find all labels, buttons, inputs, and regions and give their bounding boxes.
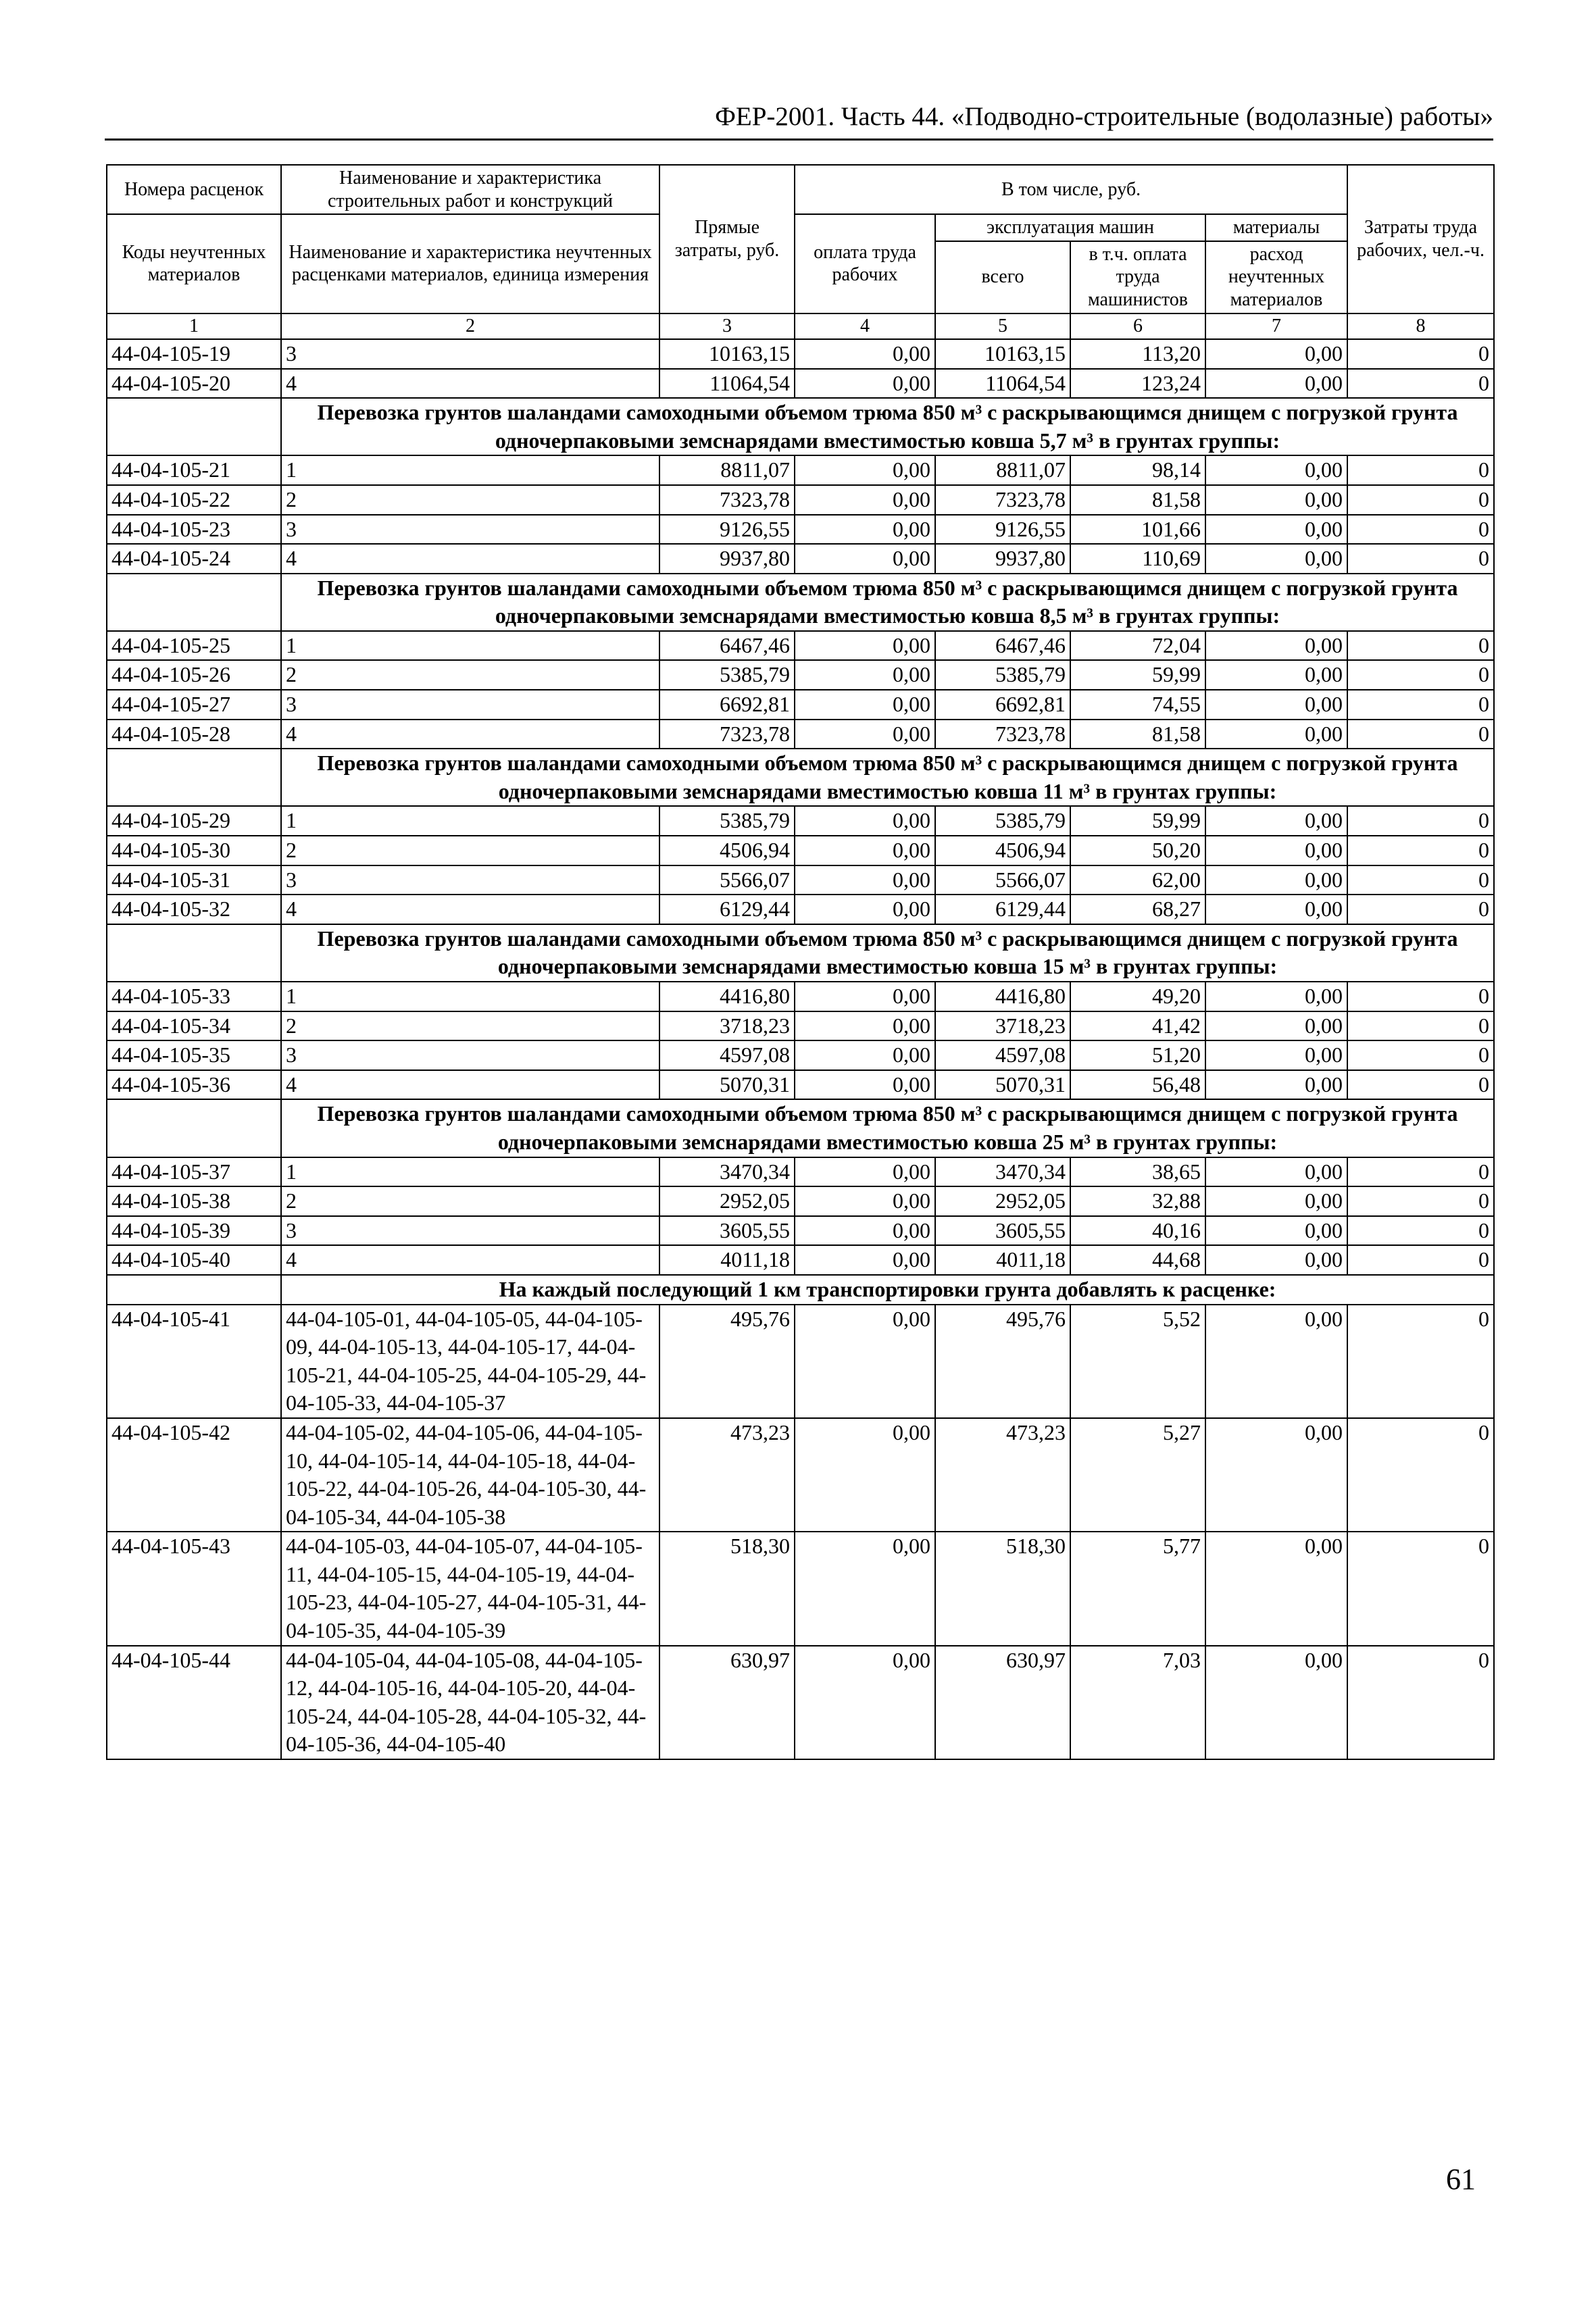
machinist-pay-cell: 32,88 [1070,1186,1205,1216]
materials-cost-cell: 0,00 [1205,1418,1347,1532]
rate-code-cell: 44-04-105-28 [107,720,281,749]
rate-code-cell: 44-04-105-19 [107,339,281,369]
machine-total-cell: 3605,55 [935,1216,1070,1246]
worker-pay-cell: 0,00 [795,720,935,749]
rate-code-cell: 44-04-105-20 [107,369,281,399]
materials-cost-cell: 0,00 [1205,1070,1347,1100]
machinist-pay-cell: 51,20 [1070,1040,1205,1070]
rate-code-cell: 44-04-105-42 [107,1418,281,1532]
machinist-pay-cell: 50,20 [1070,836,1205,865]
machine-total-cell: 10163,15 [935,339,1070,369]
worker-pay-cell: 0,00 [795,544,935,574]
rate-code-cell: 44-04-105-34 [107,1011,281,1041]
section-header-row [107,1275,1494,1305]
direct-costs-cell: 6467,46 [659,631,795,661]
rate-code-cell: 44-04-105-24 [107,544,281,574]
col-number: 6 [1070,313,1205,339]
direct-costs-cell: 5566,07 [659,865,795,895]
labor-costs-cell: 0 [1347,836,1494,865]
direct-costs-cell: 4506,94 [659,836,795,865]
header-including: В том числе, руб. [795,165,1347,214]
worker-pay-cell: 0,00 [795,1186,935,1216]
direct-costs-cell: 10163,15 [659,339,795,369]
worker-pay-cell: 0,00 [795,660,935,690]
table-row [107,1157,1494,1187]
labor-costs-cell: 0 [1347,1070,1494,1100]
labor-costs-cell: 0 [1347,1011,1494,1041]
table-row [107,690,1494,720]
machinist-pay-cell: 98,14 [1070,455,1205,485]
rate-name-cell: 3 [281,690,659,720]
worker-pay-cell: 0,00 [795,1040,935,1070]
machine-total-cell: 473,23 [935,1418,1070,1532]
worker-pay-cell: 0,00 [795,806,935,836]
machine-total-cell: 11064,54 [935,369,1070,399]
rate-name-cell: 1 [281,455,659,485]
rate-code-cell: 44-04-105-25 [107,631,281,661]
rate-code-cell: 44-04-105-30 [107,836,281,865]
table-row [107,660,1494,690]
labor-costs-cell: 0 [1347,720,1494,749]
table-body [107,339,1494,1759]
table-row [107,515,1494,545]
materials-cost-cell: 0,00 [1205,1305,1347,1418]
machine-total-cell: 4506,94 [935,836,1070,865]
direct-costs-cell: 6129,44 [659,895,795,924]
table-row [107,836,1494,865]
machinist-pay-cell: 5,52 [1070,1305,1205,1418]
labor-costs-cell: 0 [1347,455,1494,485]
machine-total-cell: 6692,81 [935,690,1070,720]
header-direct-costs: Прямые затраты, руб. [659,165,795,313]
materials-cost-cell: 0,00 [1205,1186,1347,1216]
direct-costs-cell: 630,97 [659,1646,795,1759]
rate-name-cell: 3 [281,1040,659,1070]
labor-costs-cell: 0 [1347,515,1494,545]
table-row [107,865,1494,895]
materials-cost-cell: 0,00 [1205,1245,1347,1275]
materials-cost-cell: 0,00 [1205,895,1347,924]
direct-costs-cell: 7323,78 [659,720,795,749]
section-code-cell [107,1099,281,1157]
machine-total-cell: 630,97 [935,1646,1070,1759]
rate-name-cell: 2 [281,660,659,690]
materials-cost-cell: 0,00 [1205,806,1347,836]
rate-name-cell: 44-04-105-03, 44-04-105-07, 44-04-105-11, 44-04-105-15, 44-04-105-19, 44-04-105-23, 44-04-105-27, 44-04-105-31, 44-04-105-35, 44-04-105-39 [281,1532,659,1645]
direct-costs-cell: 5070,31 [659,1070,795,1100]
table-row [107,631,1494,661]
worker-pay-cell: 0,00 [795,1245,935,1275]
machinist-pay-cell: 59,99 [1070,660,1205,690]
materials-cost-cell: 0,00 [1205,720,1347,749]
direct-costs-cell: 5385,79 [659,806,795,836]
machine-total-cell: 4597,08 [935,1040,1070,1070]
section-title: Перевозка грунтов шаландами самоходными объемом трюма 850 м³ с раскрывающимся днищем с погрузкой грунта одночерпаковыми земснарядами вместимостью ковша 8,5 м³ в грунтах группы: [281,574,1494,631]
header-machine-operation: эксплуатация машин [935,214,1205,241]
materials-cost-cell: 0,00 [1205,369,1347,399]
rate-name-cell: 1 [281,631,659,661]
machinist-pay-cell: 72,04 [1070,631,1205,661]
materials-cost-cell: 0,00 [1205,1157,1347,1187]
machinist-pay-cell: 41,42 [1070,1011,1205,1041]
section-header-row [107,749,1494,806]
materials-cost-cell: 0,00 [1205,1532,1347,1645]
rates-table [106,164,1495,1760]
direct-costs-cell: 2952,05 [659,1186,795,1216]
materials-cost-cell: 0,00 [1205,660,1347,690]
rate-name-cell: 4 [281,720,659,749]
header-rates-numbers: Номера расценок [107,165,281,214]
materials-cost-cell: 0,00 [1205,690,1347,720]
table-row [107,339,1494,369]
worker-pay-cell: 0,00 [795,836,935,865]
worker-pay-cell: 0,00 [795,455,935,485]
machinist-pay-cell: 81,58 [1070,485,1205,515]
materials-cost-cell: 0,00 [1205,836,1347,865]
section-code-cell [107,1275,281,1305]
rate-name-cell: 4 [281,895,659,924]
section-header-row [107,924,1494,982]
section-title: Перевозка грунтов шаландами самоходными объемом трюма 850 м³ с раскрывающимся днищем с погрузкой грунта одночерпаковыми земснарядами вместимостью ковша 5,7 м³ в грунтах группы: [281,398,1494,455]
machine-total-cell: 518,30 [935,1532,1070,1645]
section-code-cell [107,749,281,806]
machinist-pay-cell: 40,16 [1070,1216,1205,1246]
labor-costs-cell: 0 [1347,1216,1494,1246]
worker-pay-cell: 0,00 [795,865,935,895]
direct-costs-cell: 3605,55 [659,1216,795,1246]
col-number: 4 [795,313,935,339]
labor-costs-cell: 0 [1347,1646,1494,1759]
worker-pay-cell: 0,00 [795,1157,935,1187]
worker-pay-cell: 0,00 [795,631,935,661]
rate-name-cell: 2 [281,1186,659,1216]
machinist-pay-cell: 68,27 [1070,895,1205,924]
machinist-pay-cell: 62,00 [1070,865,1205,895]
labor-costs-cell: 0 [1347,982,1494,1011]
table-row [107,1418,1494,1532]
labor-costs-cell: 0 [1347,1157,1494,1187]
machine-total-cell: 5385,79 [935,660,1070,690]
rate-name-cell: 44-04-105-02, 44-04-105-06, 44-04-105-10, 44-04-105-14, 44-04-105-18, 44-04-105-22, 44-04-105-26, 44-04-105-30, 44-04-105-34, 44-04-105-38 [281,1418,659,1532]
machinist-pay-cell: 81,58 [1070,720,1205,749]
machinist-pay-cell: 101,66 [1070,515,1205,545]
machinist-pay-cell: 74,55 [1070,690,1205,720]
worker-pay-cell: 0,00 [795,690,935,720]
machinist-pay-cell: 49,20 [1070,982,1205,1011]
table-row [107,895,1494,924]
worker-pay-cell: 0,00 [795,339,935,369]
machinist-pay-cell: 7,03 [1070,1646,1205,1759]
labor-costs-cell: 0 [1347,1245,1494,1275]
rate-code-cell: 44-04-105-33 [107,982,281,1011]
machinist-pay-cell: 56,48 [1070,1070,1205,1100]
direct-costs-cell: 4011,18 [659,1245,795,1275]
materials-cost-cell: 0,00 [1205,1011,1347,1041]
direct-costs-cell: 3718,23 [659,1011,795,1041]
labor-costs-cell: 0 [1347,690,1494,720]
machine-total-cell: 2952,05 [935,1186,1070,1216]
worker-pay-cell: 0,00 [795,1532,935,1645]
direct-costs-cell: 9126,55 [659,515,795,545]
machine-total-cell: 9126,55 [935,515,1070,545]
section-header-row [107,1099,1494,1157]
direct-costs-cell: 5385,79 [659,660,795,690]
table-row [107,1186,1494,1216]
labor-costs-cell: 0 [1347,631,1494,661]
direct-costs-cell: 3470,34 [659,1157,795,1187]
table-row [107,544,1494,574]
col-number: 1 [107,313,281,339]
rate-code-cell: 44-04-105-21 [107,455,281,485]
rate-code-cell: 44-04-105-23 [107,515,281,545]
direct-costs-cell: 4597,08 [659,1040,795,1070]
page-number: 61 [1446,2163,1476,2196]
rate-name-cell: 44-04-105-04, 44-04-105-08, 44-04-105-12, 44-04-105-16, 44-04-105-20, 44-04-105-24, 44-04-105-28, 44-04-105-32, 44-04-105-36, 44-04-105-40 [281,1646,659,1759]
rate-code-cell: 44-04-105-29 [107,806,281,836]
table-row [107,1070,1494,1100]
machine-total-cell: 5566,07 [935,865,1070,895]
table-row [107,982,1494,1011]
rate-name-cell: 1 [281,1157,659,1187]
col-number: 8 [1347,313,1494,339]
labor-costs-cell: 0 [1347,1532,1494,1645]
labor-costs-cell: 0 [1347,660,1494,690]
rate-code-cell: 44-04-105-43 [107,1532,281,1645]
table-row [107,1216,1494,1246]
worker-pay-cell: 0,00 [795,1216,935,1246]
worker-pay-cell: 0,00 [795,895,935,924]
materials-cost-cell: 0,00 [1205,544,1347,574]
rate-name-cell: 4 [281,1245,659,1275]
labor-costs-cell: 0 [1347,369,1494,399]
materials-cost-cell: 0,00 [1205,485,1347,515]
materials-cost-cell: 0,00 [1205,631,1347,661]
table-row [107,485,1494,515]
labor-costs-cell: 0 [1347,865,1494,895]
header-total: всего [935,241,1070,313]
materials-cost-cell: 0,00 [1205,1040,1347,1070]
machine-total-cell: 7323,78 [935,720,1070,749]
rate-name-cell: 3 [281,339,659,369]
worker-pay-cell: 0,00 [795,982,935,1011]
table-row [107,806,1494,836]
machinist-pay-cell: 113,20 [1070,339,1205,369]
table-row [107,1305,1494,1418]
rate-name-cell: 3 [281,1216,659,1246]
section-header-row [107,398,1494,455]
machinist-pay-cell: 5,77 [1070,1532,1205,1645]
rate-code-cell: 44-04-105-31 [107,865,281,895]
rate-code-cell: 44-04-105-37 [107,1157,281,1187]
labor-costs-cell: 0 [1347,895,1494,924]
worker-pay-cell: 0,00 [795,1070,935,1100]
table-row [107,1040,1494,1070]
section-header-row [107,574,1494,631]
worker-pay-cell: 0,00 [795,1305,935,1418]
worker-pay-cell: 0,00 [795,515,935,545]
labor-costs-cell: 0 [1347,1040,1494,1070]
machine-total-cell: 5070,31 [935,1070,1070,1100]
labor-costs-cell: 0 [1347,1305,1494,1418]
labor-costs-cell: 0 [1347,339,1494,369]
col-number: 2 [281,313,659,339]
rate-code-cell: 44-04-105-44 [107,1646,281,1759]
section-title: Перевозка грунтов шаландами самоходными объемом трюма 850 м³ с раскрывающимся днищем с погрузкой грунта одночерпаковыми земснарядами вместимостью ковша 11 м³ в грунтах группы: [281,749,1494,806]
machinist-pay-cell: 38,65 [1070,1157,1205,1187]
section-title: Перевозка грунтов шаландами самоходными объемом трюма 850 м³ с раскрывающимся днищем с погрузкой грунта одночерпаковыми земснарядами вместимостью ковша 25 м³ в грунтах группы: [281,1099,1494,1157]
machine-total-cell: 6129,44 [935,895,1070,924]
rate-code-cell: 44-04-105-36 [107,1070,281,1100]
header-materials-consumption: расход неучтенных материалов [1205,241,1347,313]
rate-code-cell: 44-04-105-22 [107,485,281,515]
section-code-cell [107,574,281,631]
col-number: 5 [935,313,1070,339]
direct-costs-cell: 495,76 [659,1305,795,1418]
rate-code-cell: 44-04-105-27 [107,690,281,720]
rate-code-cell: 44-04-105-32 [107,895,281,924]
header-materials: материалы [1205,214,1347,241]
materials-cost-cell: 0,00 [1205,515,1347,545]
rate-name-cell: 44-04-105-01, 44-04-105-05, 44-04-105-09, 44-04-105-13, 44-04-105-17, 44-04-105-21, 44-04-105-25, 44-04-105-29, 44-04-105-33, 44-04-105-37 [281,1305,659,1418]
direct-costs-cell: 518,30 [659,1532,795,1645]
rate-name-cell: 2 [281,485,659,515]
direct-costs-cell: 7323,78 [659,485,795,515]
rate-name-cell: 4 [281,544,659,574]
header-labor-costs: Затраты труда рабочих, чел.-ч. [1347,165,1494,313]
labor-costs-cell: 0 [1347,1418,1494,1532]
direct-costs-cell: 4416,80 [659,982,795,1011]
table-row [107,369,1494,399]
materials-cost-cell: 0,00 [1205,982,1347,1011]
materials-cost-cell: 0,00 [1205,1216,1347,1246]
header-work-name: Наименование и характеристика строительных работ и конструкций [281,165,659,214]
worker-pay-cell: 0,00 [795,1418,935,1532]
header-machinist-pay: в т.ч. оплата труда машинистов [1070,241,1205,313]
direct-costs-cell: 9937,80 [659,544,795,574]
machinist-pay-cell: 5,27 [1070,1418,1205,1532]
materials-cost-cell: 0,00 [1205,1646,1347,1759]
materials-cost-cell: 0,00 [1205,455,1347,485]
machine-total-cell: 3470,34 [935,1157,1070,1187]
section-title: Перевозка грунтов шаландами самоходными объемом трюма 850 м³ с раскрывающимся днищем с погрузкой грунта одночерпаковыми земснарядами вместимостью ковша 15 м³ в грунтах группы: [281,924,1494,982]
machinist-pay-cell: 59,99 [1070,806,1205,836]
machine-total-cell: 9937,80 [935,544,1070,574]
machine-total-cell: 7323,78 [935,485,1070,515]
machine-total-cell: 5385,79 [935,806,1070,836]
table-header [107,165,1494,339]
rate-name-cell: 3 [281,515,659,545]
header-rule [105,139,1493,141]
machinist-pay-cell: 123,24 [1070,369,1205,399]
section-code-cell [107,924,281,982]
rate-name-cell: 4 [281,1070,659,1100]
direct-costs-cell: 473,23 [659,1418,795,1532]
labor-costs-cell: 0 [1347,1186,1494,1216]
machinist-pay-cell: 44,68 [1070,1245,1205,1275]
direct-costs-cell: 6692,81 [659,690,795,720]
rate-code-cell: 44-04-105-26 [107,660,281,690]
machinist-pay-cell: 110,69 [1070,544,1205,574]
labor-costs-cell: 0 [1347,485,1494,515]
rate-name-cell: 3 [281,865,659,895]
labor-costs-cell: 0 [1347,806,1494,836]
section-code-cell [107,398,281,455]
section-title: На каждый последующий 1 км транспортировки грунта добавлять к расценке: [281,1275,1494,1305]
worker-pay-cell: 0,00 [795,1011,935,1041]
labor-costs-cell: 0 [1347,544,1494,574]
materials-cost-cell: 0,00 [1205,339,1347,369]
column-number-row [107,313,1494,339]
rate-code-cell: 44-04-105-35 [107,1040,281,1070]
table-row [107,1646,1494,1759]
header-unaccounted-name: Наименование и характеристика неучтенных расценками материалов, единица измерения [281,214,659,313]
rate-name-cell: 4 [281,369,659,399]
rate-name-cell: 2 [281,836,659,865]
rate-code-cell: 44-04-105-39 [107,1216,281,1246]
rate-code-cell: 44-04-105-38 [107,1186,281,1216]
table-row [107,720,1494,749]
table-row [107,1011,1494,1041]
page-header-title: ФЕР-2001. Часть 44. «Подводно-строительные (водолазные) работы» [715,102,1493,131]
materials-cost-cell: 0,00 [1205,865,1347,895]
header-unaccounted-codes: Коды неучтенных материалов [107,214,281,313]
worker-pay-cell: 0,00 [795,369,935,399]
worker-pay-cell: 0,00 [795,1646,935,1759]
col-number: 3 [659,313,795,339]
machine-total-cell: 8811,07 [935,455,1070,485]
rate-code-cell: 44-04-105-40 [107,1245,281,1275]
table-row [107,455,1494,485]
machine-total-cell: 4416,80 [935,982,1070,1011]
machine-total-cell: 4011,18 [935,1245,1070,1275]
rate-name-cell: 1 [281,982,659,1011]
table-row [107,1532,1494,1645]
direct-costs-cell: 8811,07 [659,455,795,485]
worker-pay-cell: 0,00 [795,485,935,515]
machine-total-cell: 3718,23 [935,1011,1070,1041]
machine-total-cell: 6467,46 [935,631,1070,661]
rate-code-cell: 44-04-105-41 [107,1305,281,1418]
header-worker-pay: оплата труда рабочих [795,214,935,313]
col-number: 7 [1205,313,1347,339]
table-row [107,1245,1494,1275]
rate-name-cell: 2 [281,1011,659,1041]
rate-name-cell: 1 [281,806,659,836]
direct-costs-cell: 11064,54 [659,369,795,399]
machine-total-cell: 495,76 [935,1305,1070,1418]
